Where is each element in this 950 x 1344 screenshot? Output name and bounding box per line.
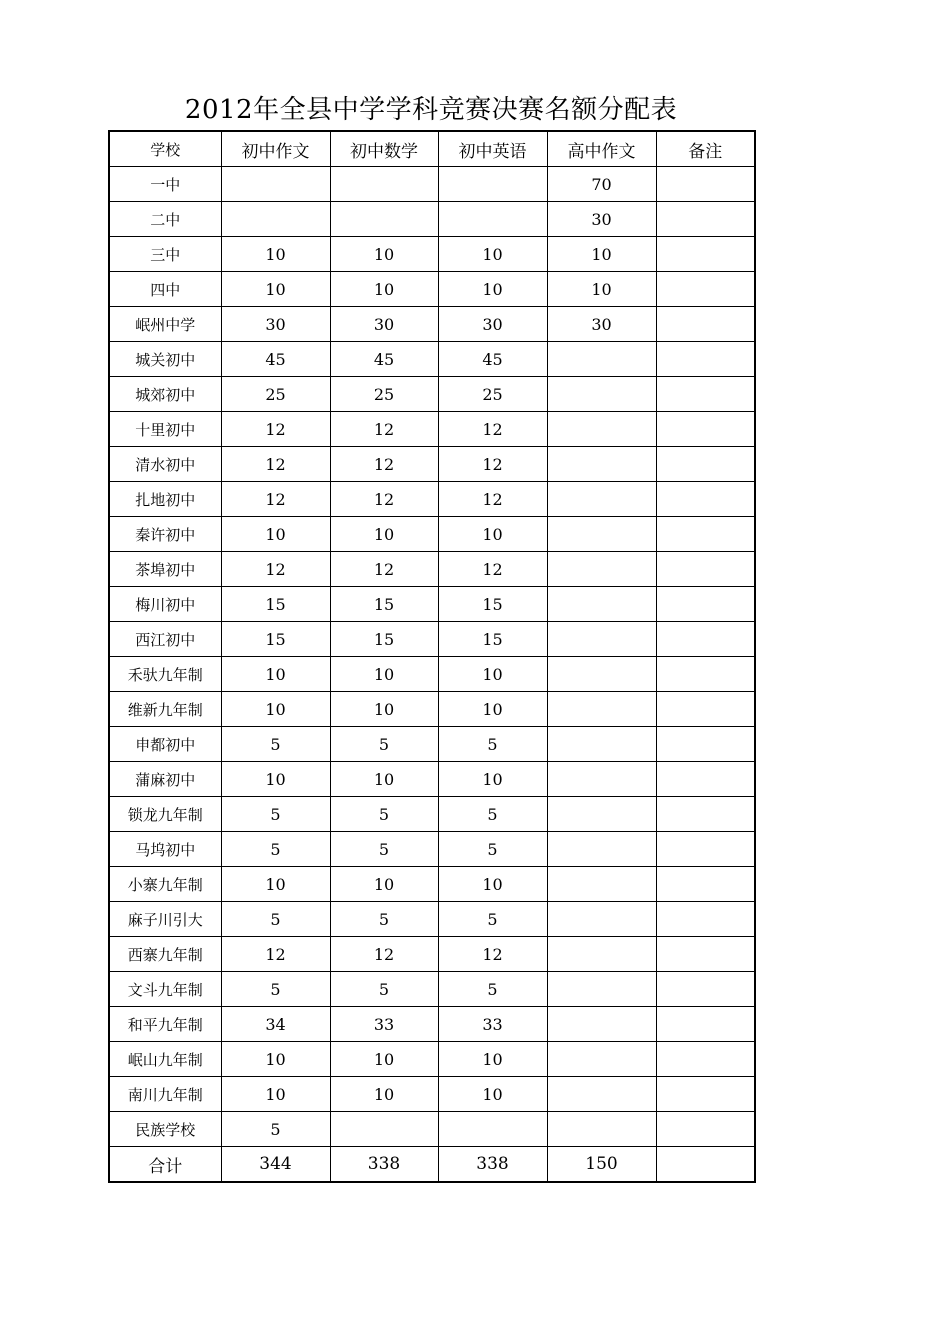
school-name-cell: 禾驮九年制: [109, 657, 221, 692]
page-title: 2012年全县中学学科竞赛决赛名额分配表: [184, 95, 678, 125]
junior-composition-cell: [221, 202, 330, 237]
senior-composition-cell: [547, 972, 656, 1007]
table-row: [109, 1042, 755, 1077]
remarks-cell: [656, 552, 755, 587]
senior-composition-cell: [547, 622, 656, 657]
junior-math-cell: 10: [330, 272, 438, 307]
total-label-cell: 合计: [109, 1147, 221, 1183]
table-row: [109, 1007, 755, 1042]
junior-math-cell: 12: [330, 552, 438, 587]
senior-composition-cell: [547, 587, 656, 622]
junior-english-cell: 5: [438, 797, 547, 832]
junior-english-cell: 33: [438, 1007, 547, 1042]
junior-math-cell: 5: [330, 902, 438, 937]
junior-composition-cell: 5: [221, 797, 330, 832]
junior-english-cell: 10: [438, 1077, 547, 1112]
junior-composition-cell: 10: [221, 692, 330, 727]
quota-table: [108, 130, 756, 1183]
header-junior-english: 初中英语: [438, 131, 547, 167]
table-row: [109, 692, 755, 727]
total-remarks-cell: [656, 1147, 755, 1183]
table-row: [109, 412, 755, 447]
junior-english-cell: 15: [438, 622, 547, 657]
table-row: [109, 342, 755, 377]
school-name-cell: 锁龙九年制: [109, 797, 221, 832]
junior-composition-cell: 12: [221, 482, 330, 517]
table-row: [109, 552, 755, 587]
remarks-cell: [656, 727, 755, 762]
senior-composition-cell: [547, 1112, 656, 1147]
junior-composition-cell: 25: [221, 377, 330, 412]
junior-composition-cell: 12: [221, 447, 330, 482]
senior-composition-cell: [547, 517, 656, 552]
junior-composition-cell: 10: [221, 272, 330, 307]
remarks-cell: [656, 1112, 755, 1147]
remarks-cell: [656, 902, 755, 937]
junior-english-cell: [438, 167, 547, 202]
school-name-cell: 西寨九年制: [109, 937, 221, 972]
senior-composition-cell: [547, 692, 656, 727]
senior-composition-cell: [547, 937, 656, 972]
table-header: [109, 131, 755, 167]
school-name-cell: 麻子川引大: [109, 902, 221, 937]
header-row: [109, 131, 755, 167]
junior-math-cell: 5: [330, 797, 438, 832]
junior-english-cell: 10: [438, 657, 547, 692]
school-name-cell: 茶埠初中: [109, 552, 221, 587]
junior-math-cell: 30: [330, 307, 438, 342]
school-name-cell: 梅川初中: [109, 587, 221, 622]
senior-composition-cell: [547, 727, 656, 762]
senior-composition-cell: [547, 1042, 656, 1077]
junior-english-cell: 10: [438, 237, 547, 272]
junior-composition-cell: 10: [221, 1077, 330, 1112]
remarks-cell: [656, 1042, 755, 1077]
table-row: [109, 272, 755, 307]
table-row: [109, 832, 755, 867]
table-row: [109, 622, 755, 657]
junior-composition-cell: 12: [221, 552, 330, 587]
remarks-cell: [656, 657, 755, 692]
senior-composition-cell: 10: [547, 237, 656, 272]
table-row: [109, 237, 755, 272]
school-name-cell: 城郊初中: [109, 377, 221, 412]
table-row: [109, 762, 755, 797]
senior-composition-cell: [547, 377, 656, 412]
school-name-cell: 民族学校: [109, 1112, 221, 1147]
remarks-cell: [656, 307, 755, 342]
junior-composition-cell: 10: [221, 237, 330, 272]
junior-english-cell: 45: [438, 342, 547, 377]
junior-math-cell: 10: [330, 517, 438, 552]
school-name-cell: 三中: [109, 237, 221, 272]
remarks-cell: [656, 832, 755, 867]
school-name-cell: 申都初中: [109, 727, 221, 762]
table-row: [109, 797, 755, 832]
junior-math-cell: 10: [330, 762, 438, 797]
table-row: [109, 972, 755, 1007]
total-junior-composition-cell: 344: [221, 1147, 330, 1183]
total-junior-math-cell: 338: [330, 1147, 438, 1183]
junior-math-cell: 5: [330, 727, 438, 762]
school-name-cell: 清水初中: [109, 447, 221, 482]
table-row: [109, 307, 755, 342]
junior-english-cell: 5: [438, 727, 547, 762]
junior-math-cell: 10: [330, 692, 438, 727]
table-row: [109, 482, 755, 517]
junior-math-cell: [330, 1112, 438, 1147]
junior-english-cell: 10: [438, 867, 547, 902]
senior-composition-cell: [547, 552, 656, 587]
header-school: 学校: [109, 131, 221, 167]
table-row: [109, 727, 755, 762]
remarks-cell: [656, 167, 755, 202]
senior-composition-cell: [547, 832, 656, 867]
remarks-cell: [656, 342, 755, 377]
header-junior-composition: 初中作文: [221, 131, 330, 167]
junior-english-cell: 5: [438, 902, 547, 937]
junior-math-cell: 10: [330, 657, 438, 692]
table-row: [109, 937, 755, 972]
school-name-cell: 和平九年制: [109, 1007, 221, 1042]
senior-composition-cell: [547, 657, 656, 692]
junior-english-cell: 10: [438, 1042, 547, 1077]
remarks-cell: [656, 587, 755, 622]
remarks-cell: [656, 202, 755, 237]
junior-math-cell: 10: [330, 1077, 438, 1112]
total-junior-english-cell: 338: [438, 1147, 547, 1183]
school-name-cell: 二中: [109, 202, 221, 237]
junior-composition-cell: 5: [221, 832, 330, 867]
school-name-cell: 城关初中: [109, 342, 221, 377]
senior-composition-cell: 30: [547, 307, 656, 342]
junior-composition-cell: 30: [221, 307, 330, 342]
junior-english-cell: 30: [438, 307, 547, 342]
remarks-cell: [656, 692, 755, 727]
junior-composition-cell: 12: [221, 937, 330, 972]
junior-english-cell: 12: [438, 482, 547, 517]
remarks-cell: [656, 972, 755, 1007]
remarks-cell: [656, 237, 755, 272]
junior-math-cell: 5: [330, 972, 438, 1007]
header-junior-math: 初中数学: [330, 131, 438, 167]
remarks-cell: [656, 412, 755, 447]
remarks-cell: [656, 272, 755, 307]
senior-composition-cell: [547, 482, 656, 517]
school-name-cell: 岷州中学: [109, 307, 221, 342]
junior-composition-cell: [221, 167, 330, 202]
junior-english-cell: [438, 202, 547, 237]
junior-composition-cell: 5: [221, 902, 330, 937]
remarks-cell: [656, 517, 755, 552]
junior-english-cell: 5: [438, 972, 547, 1007]
junior-composition-cell: 10: [221, 1042, 330, 1077]
senior-composition-cell: [547, 867, 656, 902]
remarks-cell: [656, 377, 755, 412]
junior-composition-cell: 10: [221, 867, 330, 902]
junior-math-cell: 12: [330, 937, 438, 972]
junior-english-cell: 10: [438, 692, 547, 727]
remarks-cell: [656, 1077, 755, 1112]
school-name-cell: 岷山九年制: [109, 1042, 221, 1077]
junior-math-cell: 10: [330, 867, 438, 902]
senior-composition-cell: 30: [547, 202, 656, 237]
junior-math-cell: [330, 202, 438, 237]
remarks-cell: [656, 762, 755, 797]
table-row: [109, 902, 755, 937]
total-senior-composition-cell: 150: [547, 1147, 656, 1183]
senior-composition-cell: [547, 447, 656, 482]
junior-math-cell: 25: [330, 377, 438, 412]
junior-math-cell: 12: [330, 447, 438, 482]
junior-english-cell: 12: [438, 937, 547, 972]
table-row: [109, 1112, 755, 1147]
junior-composition-cell: 10: [221, 517, 330, 552]
table-row: [109, 1077, 755, 1112]
school-name-cell: 文斗九年制: [109, 972, 221, 1007]
remarks-cell: [656, 622, 755, 657]
table-row: [109, 867, 755, 902]
header-senior-composition: 高中作文: [547, 131, 656, 167]
senior-composition-cell: [547, 342, 656, 377]
school-name-cell: 西江初中: [109, 622, 221, 657]
school-name-cell: 蒲麻初中: [109, 762, 221, 797]
table-row: [109, 167, 755, 202]
junior-math-cell: 15: [330, 622, 438, 657]
remarks-cell: [656, 1007, 755, 1042]
senior-composition-cell: [547, 1077, 656, 1112]
junior-english-cell: [438, 1112, 547, 1147]
junior-math-cell: 5: [330, 832, 438, 867]
junior-math-cell: 15: [330, 587, 438, 622]
junior-math-cell: 10: [330, 237, 438, 272]
senior-composition-cell: [547, 902, 656, 937]
table-row: [109, 447, 755, 482]
table-row: [109, 377, 755, 412]
junior-math-cell: [330, 167, 438, 202]
junior-english-cell: 10: [438, 762, 547, 797]
school-name-cell: 秦许初中: [109, 517, 221, 552]
junior-composition-cell: 5: [221, 727, 330, 762]
junior-composition-cell: 10: [221, 657, 330, 692]
remarks-cell: [656, 937, 755, 972]
junior-english-cell: 10: [438, 272, 547, 307]
junior-composition-cell: 5: [221, 1112, 330, 1147]
school-name-cell: 十里初中: [109, 412, 221, 447]
table-body: [109, 167, 755, 1183]
junior-composition-cell: 5: [221, 972, 330, 1007]
junior-composition-cell: 45: [221, 342, 330, 377]
school-name-cell: 一中: [109, 167, 221, 202]
junior-english-cell: 12: [438, 412, 547, 447]
junior-english-cell: 5: [438, 832, 547, 867]
table-row: [109, 657, 755, 692]
school-name-cell: 小寨九年制: [109, 867, 221, 902]
remarks-cell: [656, 867, 755, 902]
school-name-cell: 四中: [109, 272, 221, 307]
senior-composition-cell: [547, 762, 656, 797]
junior-composition-cell: 10: [221, 762, 330, 797]
table-row: [109, 202, 755, 237]
total-row: [109, 1147, 755, 1183]
junior-math-cell: 10: [330, 1042, 438, 1077]
senior-composition-cell: 70: [547, 167, 656, 202]
junior-composition-cell: 15: [221, 622, 330, 657]
junior-math-cell: 12: [330, 482, 438, 517]
senior-composition-cell: [547, 1007, 656, 1042]
senior-composition-cell: [547, 797, 656, 832]
table-row: [109, 587, 755, 622]
header-remarks: 备注: [656, 131, 755, 167]
remarks-cell: [656, 447, 755, 482]
junior-math-cell: 45: [330, 342, 438, 377]
junior-english-cell: 10: [438, 517, 547, 552]
school-name-cell: 维新九年制: [109, 692, 221, 727]
senior-composition-cell: 10: [547, 272, 656, 307]
remarks-cell: [656, 797, 755, 832]
remarks-cell: [656, 482, 755, 517]
junior-math-cell: 33: [330, 1007, 438, 1042]
senior-composition-cell: [547, 412, 656, 447]
junior-english-cell: 15: [438, 587, 547, 622]
school-name-cell: 扎地初中: [109, 482, 221, 517]
junior-composition-cell: 34: [221, 1007, 330, 1042]
table-row: [109, 517, 755, 552]
junior-english-cell: 12: [438, 552, 547, 587]
junior-composition-cell: 15: [221, 587, 330, 622]
school-name-cell: 南川九年制: [109, 1077, 221, 1112]
junior-english-cell: 12: [438, 447, 547, 482]
junior-composition-cell: 12: [221, 412, 330, 447]
junior-english-cell: 25: [438, 377, 547, 412]
junior-math-cell: 12: [330, 412, 438, 447]
school-name-cell: 马坞初中: [109, 832, 221, 867]
